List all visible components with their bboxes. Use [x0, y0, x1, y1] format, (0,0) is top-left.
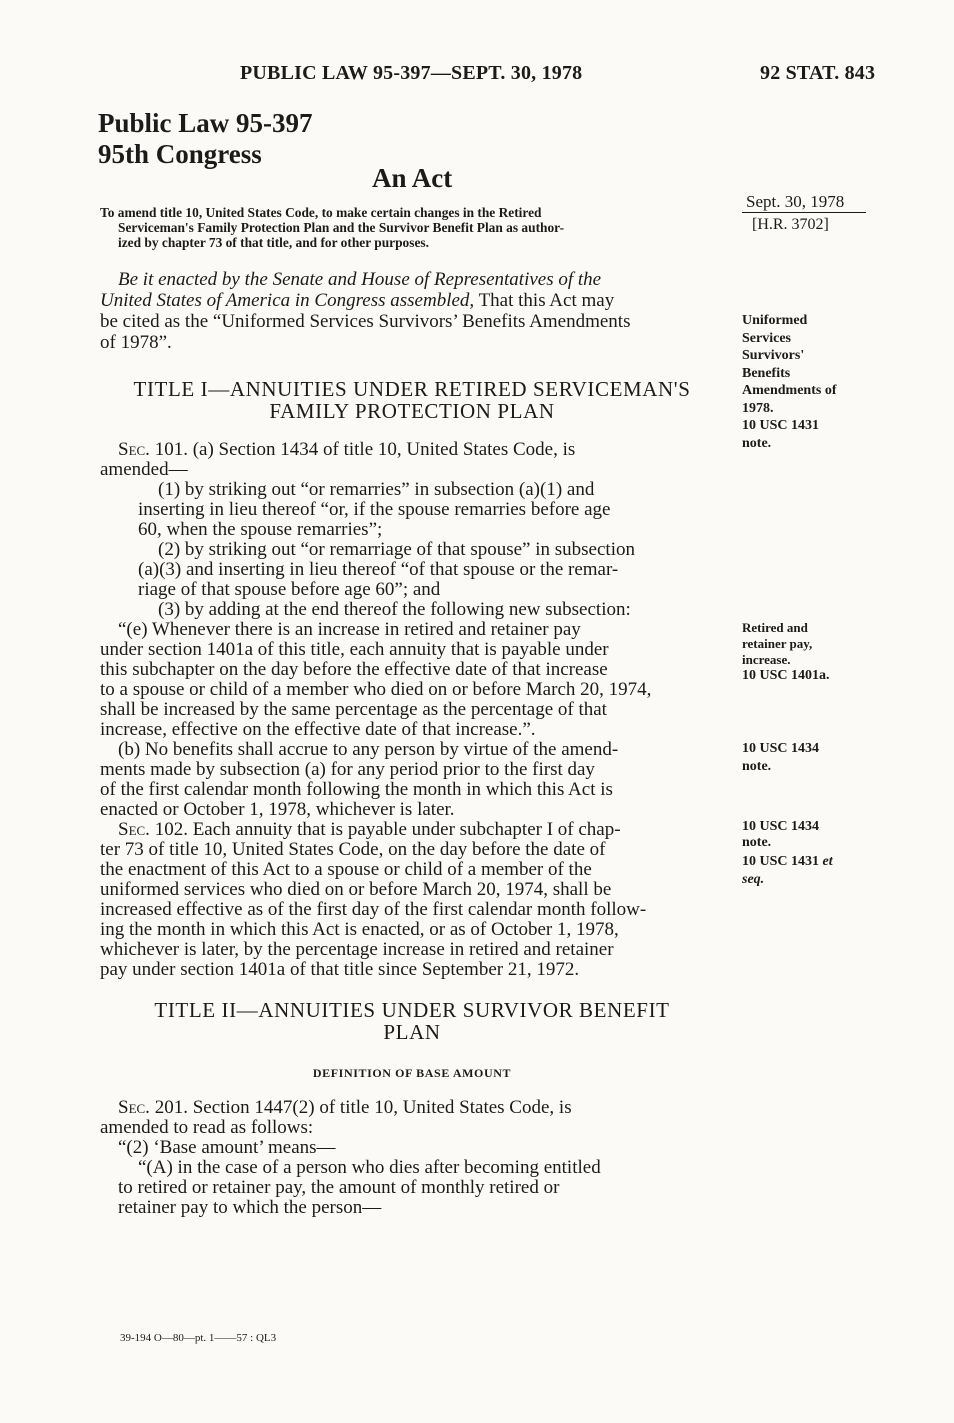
sidenote-usc-1431-et-seq: 10 USC 1431 et seq. [742, 854, 833, 887]
sec101-line-6: (2) by striking out “or remarriage of that spouse” in subsection [158, 539, 635, 560]
sec101-line-15: increase, effective on the effective date of that increase.”. [100, 719, 536, 740]
act-heading: An Act [372, 163, 453, 193]
sec101-line-16: (b) No benefits shall accrue to any person by virtue of the amend- [118, 739, 619, 760]
sec101-line-1: Sec. 101. (a) Section 1434 of title 10, United States Code, is [118, 439, 576, 460]
sec101-line-12: this subchapter on the day before the effective date of that increase [100, 659, 608, 680]
purpose-line-3: ized by chapter 73 of that title, and for other purposes. [118, 235, 429, 250]
title-2-heading-line-1: TITLE II—ANNUITIES UNDER SURVIVOR BENEFIT [154, 998, 670, 1022]
sec101-line-11: under section 1401a of this title, each annuity that is payable under [100, 639, 609, 660]
sec101-line-8: riage of that spouse before age 60”; and [138, 579, 441, 600]
sec101-line-7: (a)(3) and inserting in lieu thereof “of that spouse or the remar- [138, 559, 619, 580]
sec102-line-6: ing the month in which this Act is enacted, or as of October 1, 1978, [100, 919, 619, 940]
sec101-line-2: amended— [100, 459, 188, 480]
sec101-line-17: ments made by subsection (a) for any period prior to the first day [100, 759, 595, 780]
purpose-line-1: To amend title 10, United States Code, to make certain changes in the Retired [100, 205, 542, 220]
sec101-line-14: shall be increased by the same percentage as the percentage of that [100, 699, 607, 720]
sec102-line-1: Sec. 102. Each annuity that is payable under subchapter I of chap- [118, 819, 621, 840]
sec101-line-13: to a spouse or child of a member who died on or before March 20, 1974, [100, 679, 652, 700]
sec101-line-18: of the first calendar month following the month in which this Act is [100, 779, 613, 800]
congress-number: 95th Congress [98, 139, 262, 169]
public-law-number: Public Law 95-397 [98, 108, 313, 138]
sec102-line-3: the enactment of this Act to a spouse or child of a member of the [100, 859, 592, 880]
sec102-line-8: pay under section 1401a of that title since September 21, 1972. [100, 959, 580, 980]
sec102-line-2: ter 73 of title 10, United States Code, on the day before the date of [100, 839, 606, 860]
enacting-line-3: be cited as the “Uniformed Services Survivors’ Benefits Amendments [100, 311, 631, 332]
title-1-heading-line-1: TITLE I—ANNUITIES UNDER RETIRED SERVICEMAN'S [133, 377, 691, 401]
approval-date: Sept. 30, 1978 [746, 192, 845, 211]
section-subheading: DEFINITION OF BASE AMOUNT [312, 1066, 512, 1080]
enacting-line-2: United States of America in Congress assembled, That this Act may [100, 290, 615, 311]
sec101-line-19: enacted or October 1, 1978, whichever is later. [100, 799, 455, 820]
date-rule [742, 212, 866, 213]
statute-page-number: 92 STAT. 843 [760, 62, 876, 84]
sec201-line-2: amended to read as follows: [100, 1117, 314, 1138]
sec102-line-4: uniformed services who died on or before March 20, 1974, shall be [100, 879, 612, 900]
running-header: PUBLIC LAW 95-397—SEPT. 30, 1978 [240, 62, 583, 84]
sec101-line-9: (3) by adding at the end thereof the following new subsection: [158, 599, 631, 620]
sidenote-retired-pay: Retired and retainer pay, increase. 10 USC 1401a. [742, 620, 830, 683]
sec101-line-4: inserting in lieu thereof “or, if the spouse remarries before age [138, 499, 611, 520]
sidenote-usc-1434-b: 10 USC 1434 note. [742, 819, 820, 850]
bill-number: [H.R. 3702] [752, 216, 829, 233]
enacting-line-4: of 1978”. [100, 332, 172, 353]
sec101-line-3: (1) by striking out “or remarries” in subsection (a)(1) and [158, 479, 595, 500]
title-1-heading-line-2: FAMILY PROTECTION PLAN [269, 399, 555, 423]
sec201-line-5: to retired or retainer pay, the amount of monthly retired or [118, 1177, 560, 1198]
sec102-line-7: whichever is later, by the percentage increase in retired and retainer [100, 939, 614, 960]
enacting-line-1: Be it enacted by the Senate and House of Representatives of the [118, 269, 602, 290]
sec201-line-4: “(A) in the case of a person who dies after becoming entitled [138, 1157, 601, 1178]
sec101-line-10: “(e) Whenever there is an increase in retired and retainer pay [118, 619, 581, 640]
sec201-line-3: “(2) ‘Base amount’ means— [118, 1137, 336, 1158]
purpose-line-2: Serviceman's Family Protection Plan and the Survivor Benefit Plan as author- [118, 220, 565, 235]
sec201-line-6: retainer pay to which the person— [118, 1197, 382, 1218]
sidenote-usc-1434-a: 10 USC 1434 note. [742, 741, 820, 774]
title-2-heading-line-2: PLAN [383, 1020, 441, 1044]
sec102-line-5: increased effective as of the first day of the first calendar month follow- [100, 899, 647, 920]
sidenote-short-title: Uniformed Services Survivors' Benefits Amendments of 1978. 10 USC 1431 note. [742, 313, 837, 451]
sec201-line-1: Sec. 201. Section 1447(2) of title 10, United States Code, is [118, 1097, 572, 1118]
sec101-line-5: 60, when the spouse remarries”; [138, 519, 383, 540]
printer-footer: 39-194 O—80—pt. 1——57 : QL3 [120, 1332, 277, 1344]
